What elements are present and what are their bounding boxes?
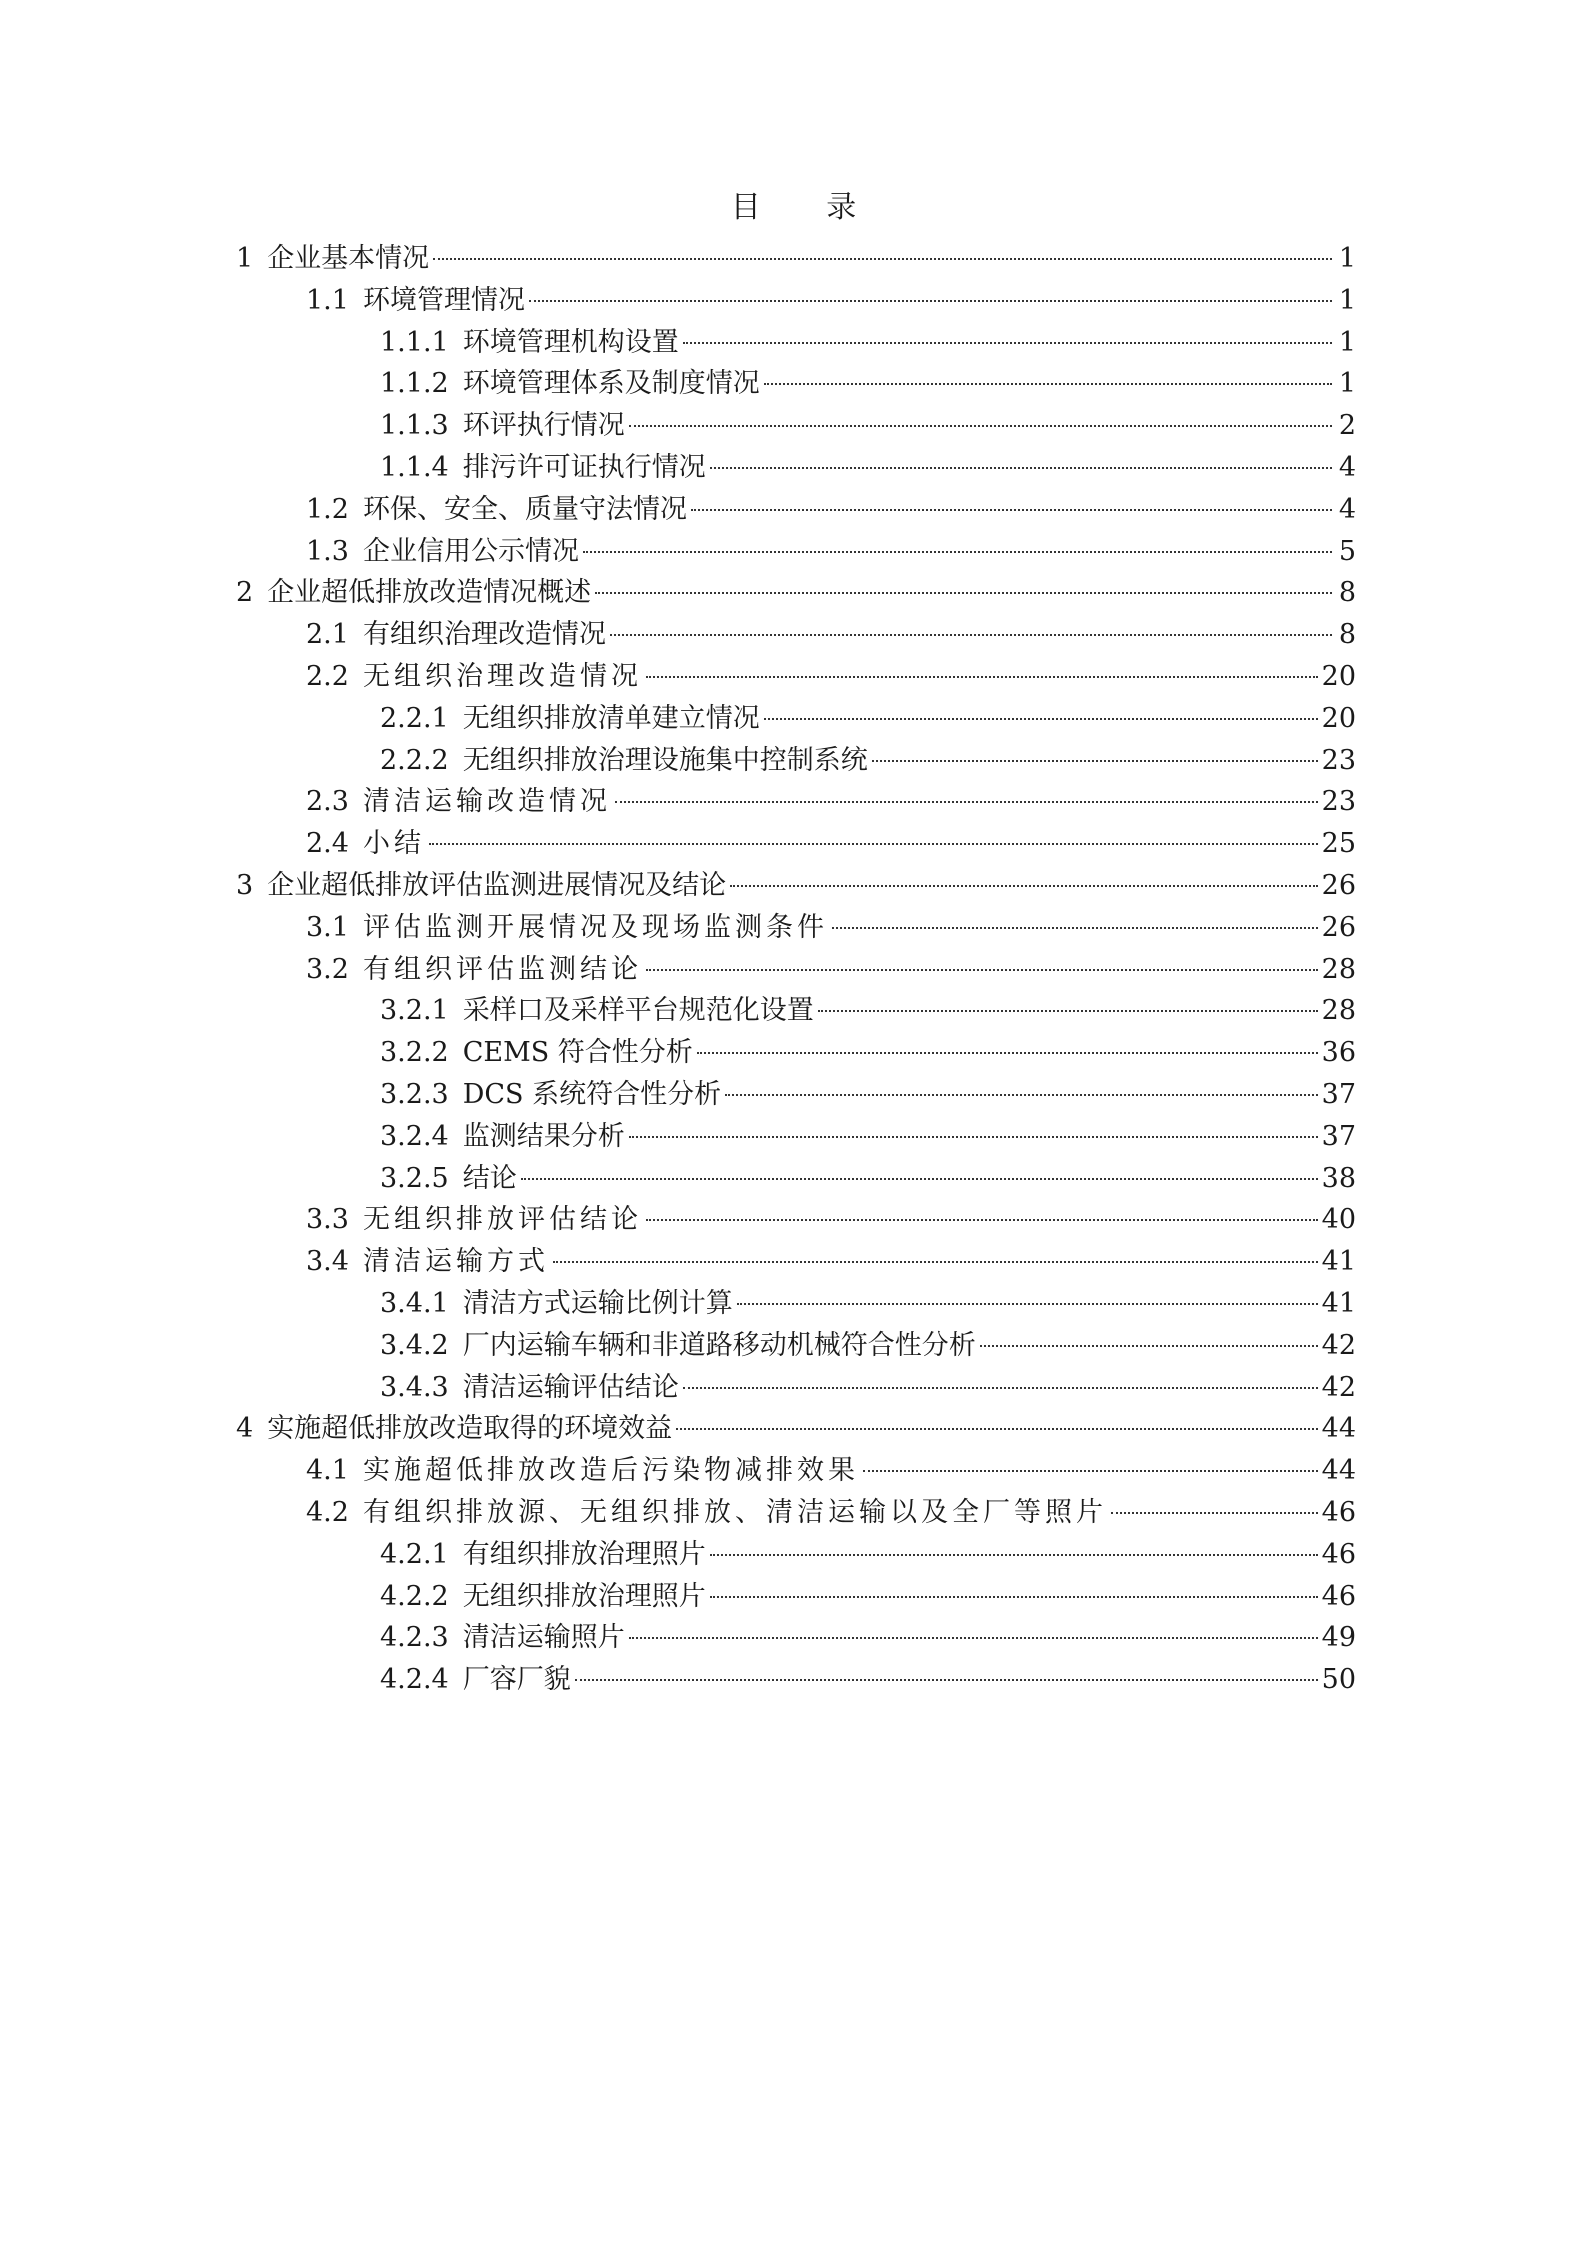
toc-entry-page-number: 4 <box>1338 493 1356 525</box>
toc-entry-number: 4 <box>236 1413 254 1445</box>
dot-leader <box>710 1550 1318 1556</box>
toc-entry-number: 3.2.2 <box>380 1037 449 1069</box>
toc-entry-page-number: 49 <box>1321 1622 1356 1654</box>
page-title: 目 录 <box>730 190 885 225</box>
toc-entry-title: 厂容厂貌 <box>462 1664 571 1696</box>
toc-entry-page-number: 1 <box>1338 243 1356 274</box>
toc-entry-page-number: 2 <box>1338 410 1356 442</box>
toc-entry[interactable] <box>236 238 1356 280</box>
toc-entry[interactable] <box>236 280 1356 322</box>
dot-leader <box>683 1383 1318 1389</box>
toc-entry-title: 无组织排放治理设施集中控制系统 <box>462 744 868 776</box>
toc-entry[interactable] <box>236 781 1356 823</box>
dot-leader <box>575 1675 1318 1681</box>
toc-entry-number: 4.1 <box>306 1455 349 1487</box>
toc-entry-page-number: 1 <box>1338 284 1356 316</box>
toc-entry-title: 有组织排放源、无组织排放、清洁运输以及全厂等照片 <box>362 1496 1107 1528</box>
dot-leader <box>980 1341 1318 1347</box>
toc-entry-page-number: 44 <box>1321 1413 1356 1445</box>
toc-entry[interactable] <box>236 865 1356 907</box>
toc-entry-page-number: 26 <box>1321 911 1356 943</box>
toc-entry-number: 1.1.3 <box>380 410 449 442</box>
toc-entry[interactable] <box>236 740 1356 782</box>
toc-entry[interactable] <box>236 447 1356 489</box>
toc-entry-page-number: 50 <box>1321 1664 1356 1696</box>
toc-entry-title: 清洁方式运输比例计算 <box>462 1287 733 1319</box>
toc-entry[interactable] <box>236 1241 1356 1283</box>
toc-entry-page-number: 41 <box>1321 1246 1356 1278</box>
dot-leader <box>725 1090 1318 1096</box>
dot-leader <box>583 547 1332 553</box>
toc-entry-number: 2.2.1 <box>380 702 449 734</box>
toc-entry-title: 结论 <box>462 1162 517 1194</box>
toc-entry-number: 3.2.3 <box>380 1078 449 1110</box>
toc-entry-title: 采样口及采样平台规范化设置 <box>462 995 814 1027</box>
toc-entry-title: 企业超低排放改造情况概述 <box>267 577 592 609</box>
toc-entry-title: 实施超低排放改造取得的环境效益 <box>267 1413 673 1445</box>
toc-entry-page-number: 5 <box>1338 535 1356 567</box>
toc-entry-title: 环评执行情况 <box>462 410 625 442</box>
toc-entry[interactable] <box>236 614 1356 656</box>
dot-leader <box>710 1592 1318 1598</box>
toc-entry-page-number: 40 <box>1321 1204 1356 1236</box>
dot-leader <box>610 630 1332 636</box>
toc-entry-number: 4.2.3 <box>380 1622 449 1654</box>
toc-entry-number: 4.2.2 <box>380 1580 449 1612</box>
toc-entry[interactable] <box>236 489 1356 531</box>
toc-entry-title: 环保、安全、质量守法情况 <box>362 493 687 525</box>
toc-entry-title: 有组织评估监测结论 <box>362 953 642 985</box>
toc-entry-number: 3.2.5 <box>380 1162 449 1194</box>
toc-entry-page-number: 4 <box>1338 451 1356 483</box>
dot-leader <box>646 965 1318 971</box>
toc-entry-number: 3 <box>236 869 254 901</box>
dot-leader <box>629 1132 1318 1138</box>
toc-entry-page-number: 37 <box>1321 1120 1356 1152</box>
toc-entry[interactable] <box>236 1450 1356 1492</box>
dot-leader <box>433 254 1332 260</box>
toc-entry-number: 1.1 <box>306 284 349 316</box>
toc-entry[interactable] <box>236 572 1356 614</box>
toc-entry-page-number: 42 <box>1321 1329 1356 1361</box>
toc-entry[interactable] <box>236 1158 1356 1200</box>
toc-entry[interactable] <box>236 907 1356 949</box>
dot-leader <box>629 1633 1318 1639</box>
toc-entry-title: 有组织排放治理照片 <box>462 1538 706 1570</box>
toc-entry-title: 企业信用公示情况 <box>362 535 579 567</box>
toc-entry[interactable] <box>236 1534 1356 1576</box>
toc-entry-page-number: 46 <box>1321 1580 1356 1612</box>
toc-entry-title: 有组织治理改造情况 <box>362 619 606 651</box>
toc-entry-page-number: 8 <box>1338 577 1356 609</box>
dot-leader <box>691 505 1332 511</box>
table-of-contents <box>236 238 1356 1701</box>
dot-leader <box>615 797 1318 803</box>
toc-entry-page-number: 26 <box>1321 869 1356 901</box>
toc-entry[interactable] <box>236 322 1356 364</box>
dot-leader <box>697 1048 1318 1054</box>
toc-entry-title: 实施超低排放改造后污染物减排效果 <box>362 1455 859 1487</box>
dot-leader <box>737 1299 1318 1305</box>
toc-entry[interactable] <box>236 990 1356 1032</box>
toc-entry[interactable] <box>236 1492 1356 1534</box>
toc-entry-title: 企业基本情况 <box>267 243 430 274</box>
toc-entry[interactable] <box>236 1074 1356 1116</box>
toc-entry-title: 环境管理情况 <box>362 284 525 316</box>
toc-entry-title: 清洁运输照片 <box>462 1622 625 1654</box>
toc-entry-page-number: 46 <box>1321 1496 1356 1528</box>
toc-entry-title: 清洁运输评估结论 <box>462 1371 679 1403</box>
toc-entry-number: 2.1 <box>306 619 349 651</box>
toc-entry-title: 无组织排放清单建立情况 <box>462 702 760 734</box>
toc-entry-number: 3.4.1 <box>380 1287 449 1319</box>
toc-entry-page-number: 36 <box>1321 1037 1356 1069</box>
dot-leader <box>730 881 1317 887</box>
toc-entry-title: 监测结果分析 <box>462 1120 625 1152</box>
toc-entry-number: 2.2 <box>306 660 349 692</box>
toc-entry-number: 2 <box>236 577 254 609</box>
toc-entry[interactable] <box>236 656 1356 698</box>
toc-entry-page-number: 23 <box>1321 786 1356 818</box>
toc-entry-number: 3.1 <box>306 911 349 943</box>
toc-entry[interactable] <box>236 1576 1356 1618</box>
toc-entry-title: 环境管理体系及制度情况 <box>462 368 760 400</box>
toc-entry-number: 1.1.4 <box>380 451 449 483</box>
toc-entry-title: 清洁运输方式 <box>362 1246 549 1278</box>
toc-entry-page-number: 44 <box>1321 1455 1356 1487</box>
toc-entry[interactable] <box>236 1199 1356 1241</box>
toc-entry[interactable] <box>236 1659 1356 1701</box>
toc-entry[interactable] <box>236 1408 1356 1450</box>
toc-entry[interactable] <box>236 363 1356 405</box>
dot-leader <box>710 463 1332 469</box>
toc-entry-number: 3.2.4 <box>380 1120 449 1152</box>
toc-entry-page-number: 1 <box>1338 326 1356 358</box>
toc-entry-number: 4.2.4 <box>380 1664 449 1696</box>
toc-entry-number: 3.4.2 <box>380 1329 449 1361</box>
dot-leader <box>595 588 1332 594</box>
toc-entry[interactable] <box>236 1283 1356 1325</box>
toc-entry-title: 排污许可证执行情况 <box>462 451 706 483</box>
toc-entry-number: 3.4.3 <box>380 1371 449 1403</box>
toc-entry[interactable] <box>236 1032 1356 1074</box>
dot-leader <box>832 923 1318 929</box>
toc-entry-title: 环境管理机构设置 <box>462 326 679 358</box>
toc-entry[interactable] <box>236 823 1356 865</box>
toc-entry-title: 无组织排放评估结论 <box>362 1204 642 1236</box>
toc-entry-page-number: 38 <box>1321 1162 1356 1194</box>
dot-leader <box>553 1257 1318 1263</box>
toc-entry-number: 1.2 <box>306 493 349 525</box>
dot-leader <box>872 756 1318 762</box>
toc-entry-number: 3.4 <box>306 1246 349 1278</box>
dot-leader <box>646 1215 1318 1221</box>
toc-entry-page-number: 25 <box>1321 828 1356 860</box>
toc-entry-page-number: 8 <box>1338 619 1356 651</box>
toc-entry-page-number: 20 <box>1321 660 1356 692</box>
toc-entry[interactable] <box>236 1325 1356 1367</box>
toc-entry[interactable] <box>236 1116 1356 1158</box>
toc-entry-number: 3.2.1 <box>380 995 449 1027</box>
dot-leader <box>676 1424 1317 1430</box>
toc-entry-page-number: 41 <box>1321 1287 1356 1319</box>
toc-entry-page-number: 37 <box>1321 1078 1356 1110</box>
dot-leader <box>764 714 1318 720</box>
toc-entry-page-number: 46 <box>1321 1538 1356 1570</box>
toc-entry-number: 1.1.1 <box>380 326 449 358</box>
toc-entry-page-number: 1 <box>1338 368 1356 400</box>
dot-leader <box>863 1466 1318 1472</box>
toc-entry-title: CEMS 符合性分析 <box>462 1037 693 1069</box>
toc-entry-title: 无组织治理改造情况 <box>362 660 642 692</box>
toc-entry-page-number: 23 <box>1321 744 1356 776</box>
toc-entry-page-number: 28 <box>1321 995 1356 1027</box>
dot-leader <box>429 839 1318 845</box>
toc-entry-page-number: 20 <box>1321 702 1356 734</box>
toc-entry[interactable] <box>236 949 1356 991</box>
toc-entry-number: 1 <box>236 243 254 274</box>
toc-entry-title: 清洁运输改造情况 <box>362 786 611 818</box>
toc-entry[interactable] <box>236 531 1356 573</box>
toc-entry[interactable] <box>236 1367 1356 1409</box>
toc-entry-page-number: 28 <box>1321 953 1356 985</box>
dot-leader <box>646 672 1318 678</box>
toc-entry-number: 2.3 <box>306 786 349 818</box>
toc-entry-title: DCS 系统符合性分析 <box>462 1078 722 1110</box>
toc-entry-number: 3.3 <box>306 1204 349 1236</box>
toc-entry-title: 无组织排放治理照片 <box>462 1580 706 1612</box>
toc-entry-number: 2.4 <box>306 828 349 860</box>
toc-entry-number: 3.2 <box>306 953 349 985</box>
dot-leader <box>529 296 1332 302</box>
toc-entry-number: 1.1.2 <box>380 368 449 400</box>
toc-entry-title: 企业超低排放评估监测进展情况及结论 <box>267 869 727 901</box>
toc-entry-title: 厂内运输车辆和非道路移动机械符合性分析 <box>462 1329 976 1361</box>
toc-entry-number: 4.2.1 <box>380 1538 449 1570</box>
dot-leader <box>629 421 1332 427</box>
toc-entry-page-number: 42 <box>1321 1371 1356 1403</box>
dot-leader <box>1111 1508 1318 1514</box>
toc-entry[interactable] <box>236 405 1356 447</box>
dot-leader <box>683 338 1332 344</box>
toc-entry-number: 4.2 <box>306 1496 349 1528</box>
toc-entry[interactable] <box>236 1617 1356 1659</box>
toc-entry-number: 2.2.2 <box>380 744 449 776</box>
dot-leader <box>818 1006 1318 1012</box>
toc-entry-title: 小结 <box>362 828 425 860</box>
toc-entry-title: 评估监测开展情况及现场监测条件 <box>362 911 828 943</box>
dot-leader <box>764 379 1332 385</box>
toc-entry-number: 1.3 <box>306 535 349 567</box>
dot-leader <box>521 1174 1318 1180</box>
toc-entry[interactable] <box>236 698 1356 740</box>
